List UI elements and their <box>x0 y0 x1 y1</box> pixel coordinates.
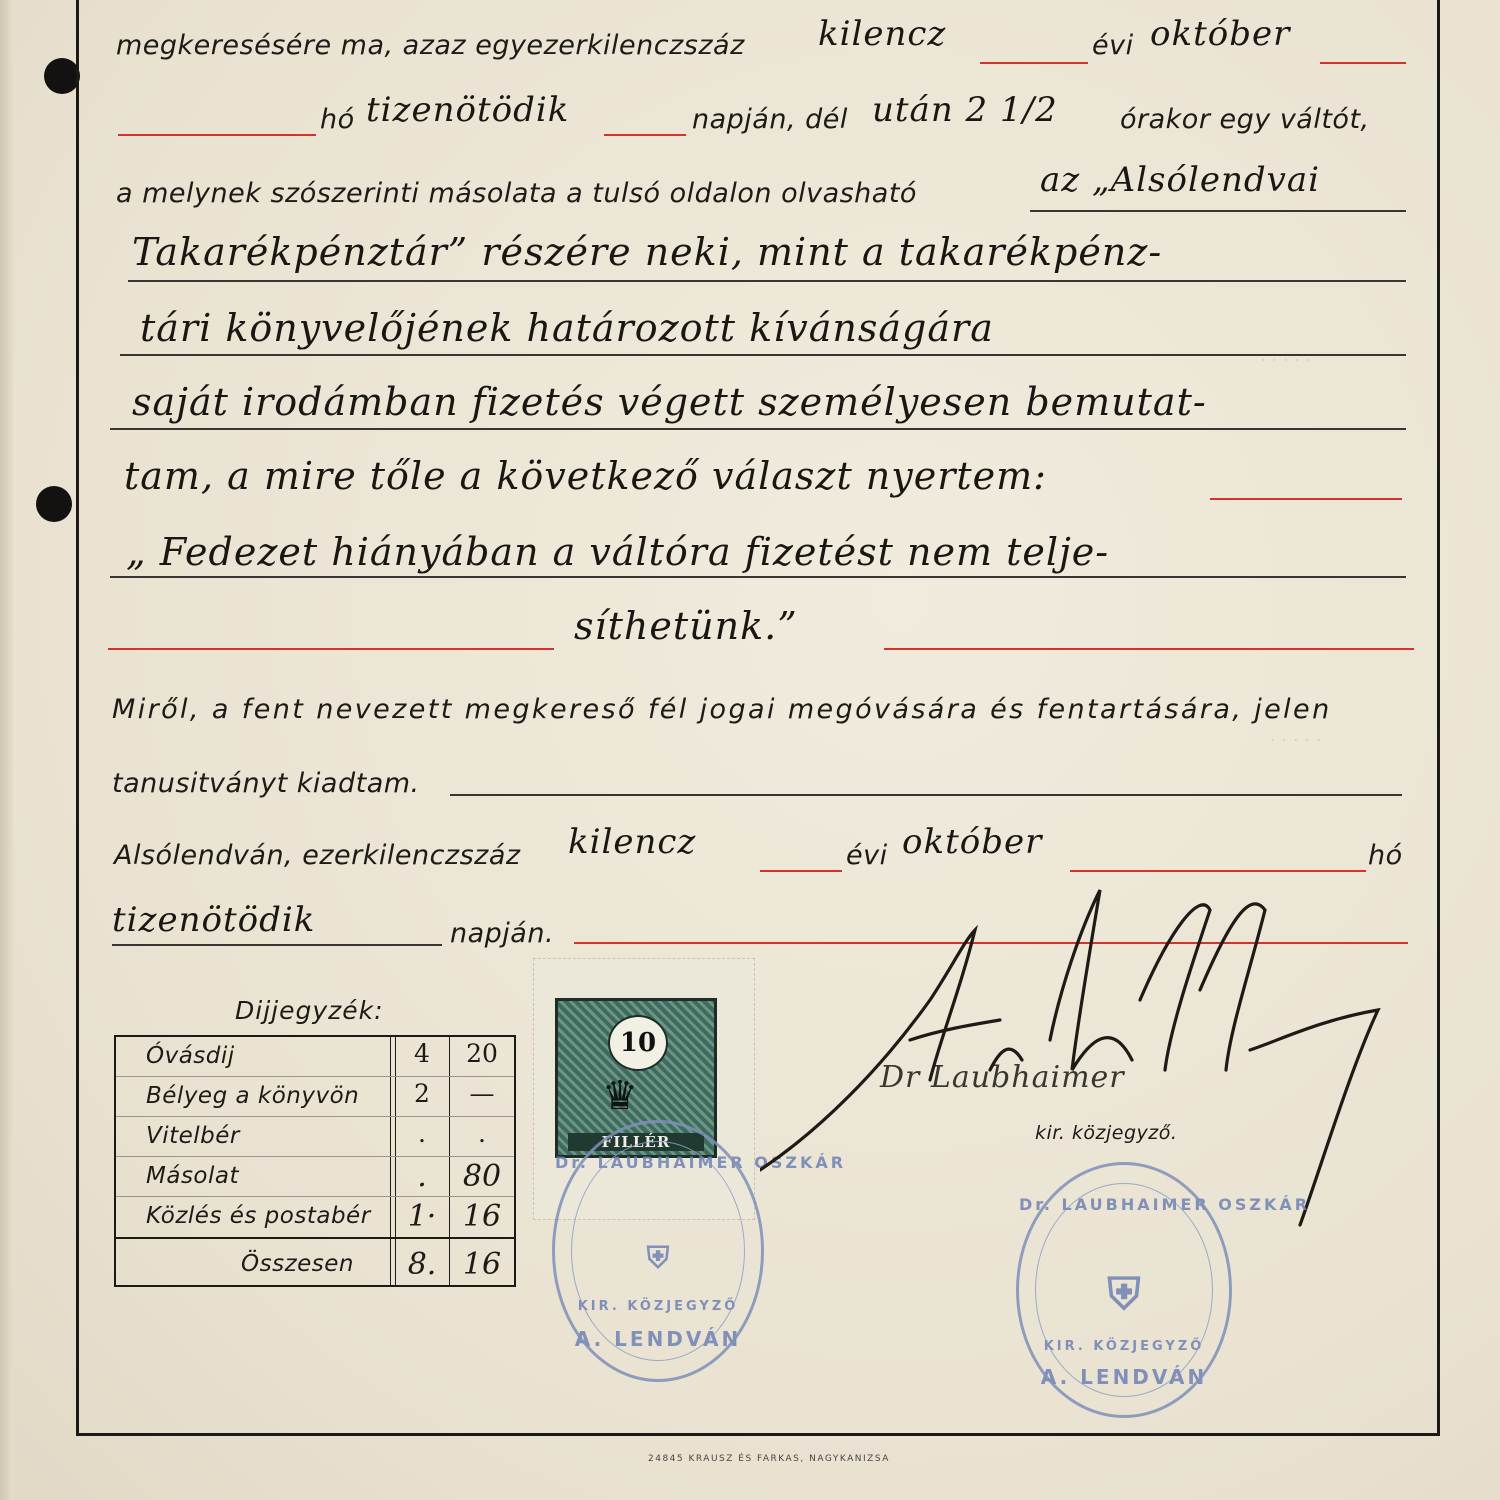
fee-filler: . <box>478 1119 486 1148</box>
handwritten-line-6: saját irodámban fizetés végett személyesen bemutat- <box>132 380 1207 424</box>
binding-edge <box>0 0 14 1500</box>
fee-total-filler: 16 <box>462 1247 502 1282</box>
text-place-date: Alsólendván, ezerkilenczszáz <box>114 840 521 871</box>
fee-filler: 16 <box>462 1199 502 1234</box>
signature-text: Dr Laubhaimer <box>880 1060 1125 1095</box>
red-fill-line <box>118 134 316 136</box>
notary-seal-left <box>552 1120 847 1382</box>
handwritten-line-5: tári könyvelőjének határozott kívánságára <box>140 306 994 350</box>
notary-title: kir. közjegyző. <box>1035 1122 1178 1144</box>
text-napjan-2: napján. <box>450 918 555 949</box>
fee-label: Vitelbér <box>146 1123 240 1149</box>
handwritten-line-9: síthetünk.” <box>574 604 798 648</box>
fee-filler: — <box>469 1079 495 1108</box>
text-ho-2: hó <box>1368 840 1403 871</box>
punch-hole-top <box>44 58 80 94</box>
fee-filler: 20 <box>466 1039 498 1068</box>
handwritten-line-8: „ Fedezet hiányában a váltóra fizetést nem telje- <box>126 530 1110 574</box>
fee-label: Másolat <box>146 1163 239 1189</box>
seal-top-text: Dr. LAUBHAIMER OSZKÁR <box>1019 1195 1311 1214</box>
text-closing-statement: Miről, a fent nevezett megkereső fél jogai megóvására és fentartására, jelen <box>112 694 1332 725</box>
bleed-through-text: · · · · · <box>1260 350 1312 371</box>
text-orakor: órakor egy váltót, <box>1120 104 1370 135</box>
fee-row <box>116 1037 514 1077</box>
handwritten-month: október <box>1150 14 1291 54</box>
red-fill-line <box>604 134 686 136</box>
fee-korona: . <box>418 1119 426 1148</box>
coat-of-arms-icon: ⛨ <box>646 1241 670 1276</box>
fill-line <box>128 280 1406 282</box>
red-fill-line <box>1320 62 1406 64</box>
fee-total-korona: 8. <box>407 1247 437 1282</box>
red-fill-line <box>884 648 1414 650</box>
text-copy-readable: a melynek szószerinti másolata a tulsó oldalon olvasható <box>116 178 917 209</box>
fee-table <box>114 1035 516 1287</box>
fee-filler: 80 <box>462 1159 502 1194</box>
notary-seal-right <box>1016 1162 1311 1418</box>
handwritten-day: tizenötödik <box>366 90 570 130</box>
fee-label: Bélyeg a könyvön <box>146 1083 360 1109</box>
handwritten-day-2: tizenötödik <box>112 900 316 940</box>
seal-middle-text: KIR. KÖZJEGYZŐ <box>577 1299 739 1314</box>
fill-line <box>1030 210 1406 212</box>
stamp-value: 10 <box>608 1015 668 1071</box>
red-fill-line <box>1210 498 1402 500</box>
fee-korona: . <box>417 1159 427 1194</box>
text-evi: évi <box>1092 30 1134 61</box>
handwritten-year: kilencz <box>818 14 947 54</box>
handwritten-line-3: az „Alsólendvai <box>1040 160 1320 200</box>
fee-total-row <box>116 1241 514 1285</box>
bleed-through-text: · · · · · <box>1270 730 1322 751</box>
crown-icon: ♛ <box>602 1073 638 1119</box>
fee-korona: 1· <box>407 1199 437 1234</box>
text-ho: hó <box>320 104 355 135</box>
fill-line <box>450 794 1402 796</box>
fee-korona: 4 <box>414 1039 430 1068</box>
fee-row <box>116 1117 514 1157</box>
fill-line <box>110 428 1406 430</box>
punch-hole-bottom <box>36 486 72 522</box>
fill-line <box>112 944 442 946</box>
fill-line <box>110 576 1406 578</box>
fee-table-title: Dijjegyzék: <box>235 996 384 1025</box>
fee-row <box>116 1197 514 1239</box>
fee-label: Óvásdij <box>146 1043 235 1069</box>
handwritten-year-2: kilencz <box>568 822 697 862</box>
fee-row <box>116 1157 514 1197</box>
text-request-date: megkeresésére ma, azaz egyezerkilenczszáz <box>116 30 745 61</box>
signature-stroke <box>760 890 1378 1225</box>
fee-total-label: Összesen <box>241 1251 355 1277</box>
seal-middle-text: KIR. KÖZJEGYZŐ <box>1043 1339 1205 1354</box>
handwritten-line-7: tam, a mire tőle a következő választ nyertem: <box>124 454 1047 498</box>
text-evi-2: évi <box>846 840 888 871</box>
fill-line <box>120 354 1406 356</box>
text-certificate-issued: tanusitványt kiadtam. <box>112 768 420 799</box>
fee-korona: 2 <box>414 1079 430 1108</box>
text-napjan-del: napján, dél <box>692 104 848 135</box>
stamp-label: FILLÉR <box>568 1133 704 1151</box>
fee-label: Közlés és postabér <box>146 1203 371 1229</box>
coat-of-arms-icon: ⛨ <box>1107 1269 1141 1320</box>
handwritten-time: után 2 1/2 <box>872 90 1058 130</box>
red-fill-line <box>108 648 554 650</box>
seal-bottom-text: A. LENDVÁN <box>574 1327 742 1351</box>
fee-row <box>116 1077 514 1117</box>
seal-top-text: Dr. LAUBHAIMER OSZKÁR <box>555 1153 847 1172</box>
printer-imprint: 24845 KRAUSZ ÉS FARKAS, NAGYKANIZSA <box>648 1454 890 1464</box>
handwritten-month-2: október <box>902 822 1043 862</box>
red-fill-line <box>980 62 1088 64</box>
handwritten-line-4: Takarékpénztár” részére neki, mint a takarékpénz- <box>132 230 1163 274</box>
seal-bottom-text: A. LENDVÁN <box>1040 1365 1208 1389</box>
